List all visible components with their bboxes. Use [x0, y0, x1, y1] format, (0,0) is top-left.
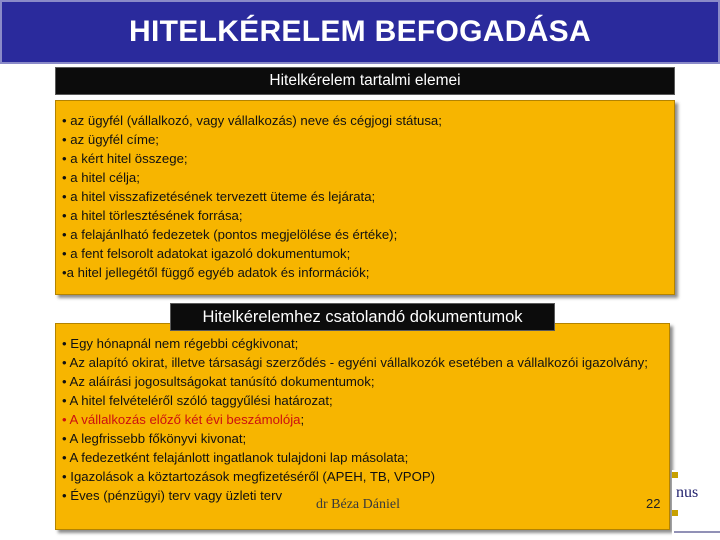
list-item: • az ügyfél címe; — [62, 132, 159, 147]
university-logo-icon — [672, 470, 720, 540]
section-heading: Hitelkérelemhez csatolandó dokumentumok — [202, 307, 523, 326]
list-item: •a hitel jellegétől függő egyéb adatok és információk; — [62, 265, 370, 280]
author-footer: dr Béza Dániel — [316, 497, 400, 512]
content-elements-header — [55, 67, 675, 95]
list-item: • Az alapító okirat, illetve társasági szerződés - egyéni vállalkozók esetében a vállalkozói igazolvány; — [62, 355, 648, 370]
list-item: • a hitel törlesztésének forrása; — [62, 208, 243, 223]
list-item: • Éves (pénzügyi) terv vagy üzleti terv — [62, 488, 283, 503]
item-punctuation: ; — [300, 412, 305, 427]
attached-documents-list — [62, 334, 662, 505]
list-item-highlighted — [62, 410, 662, 429]
list-item: • a felajánlható fedezetek (pontos megjelölése és értéke); — [62, 227, 398, 242]
list-item: • Az aláírási jogosultságokat tanúsító dokumentumok; — [62, 374, 375, 389]
page-number: 22 — [646, 496, 661, 511]
list-item: • A fedezetként felajánlott ingatlanok tulajdoni lap másolata; — [62, 450, 409, 465]
section-heading: Hitelkérelem tartalmi elemei — [269, 72, 461, 89]
list-item: • A legfrissebb főkönyvi kivonat; — [62, 431, 247, 446]
attached-documents-header — [170, 303, 555, 331]
list-item: • a kért hitel összege; — [62, 151, 188, 166]
list-item: • a fent felsorolt adatokat igazoló dokumentumok; — [62, 246, 351, 261]
slide-title: HITELKÉRELEM BEFOGADÁSA — [129, 15, 591, 48]
list-item: • a hitel visszafizetésének tervezett üteme és lejárata; — [62, 189, 376, 204]
list-item: • Egy hónapnál nem régebbi cégkivonat; — [62, 336, 299, 351]
list-item: • a hitel célja; — [62, 170, 140, 185]
content-elements-list — [62, 111, 442, 282]
list-item: • A hitel felvételéről szóló taggyűlési határozat; — [62, 393, 333, 408]
list-item: • az ügyfél (vállalkozó, vagy vállalkozás) neve és cégjogi státusa; — [62, 113, 442, 128]
slide-title-bar — [0, 0, 720, 64]
highlighted-text: • A vállalkozás előző két évi beszámolója — [62, 412, 301, 427]
content-elements-panel — [55, 100, 675, 295]
list-item: • Igazolások a köztartozások megfizetéséről (APEH, TB, VPOP) — [62, 469, 436, 484]
logo-text: nus — [676, 484, 699, 501]
